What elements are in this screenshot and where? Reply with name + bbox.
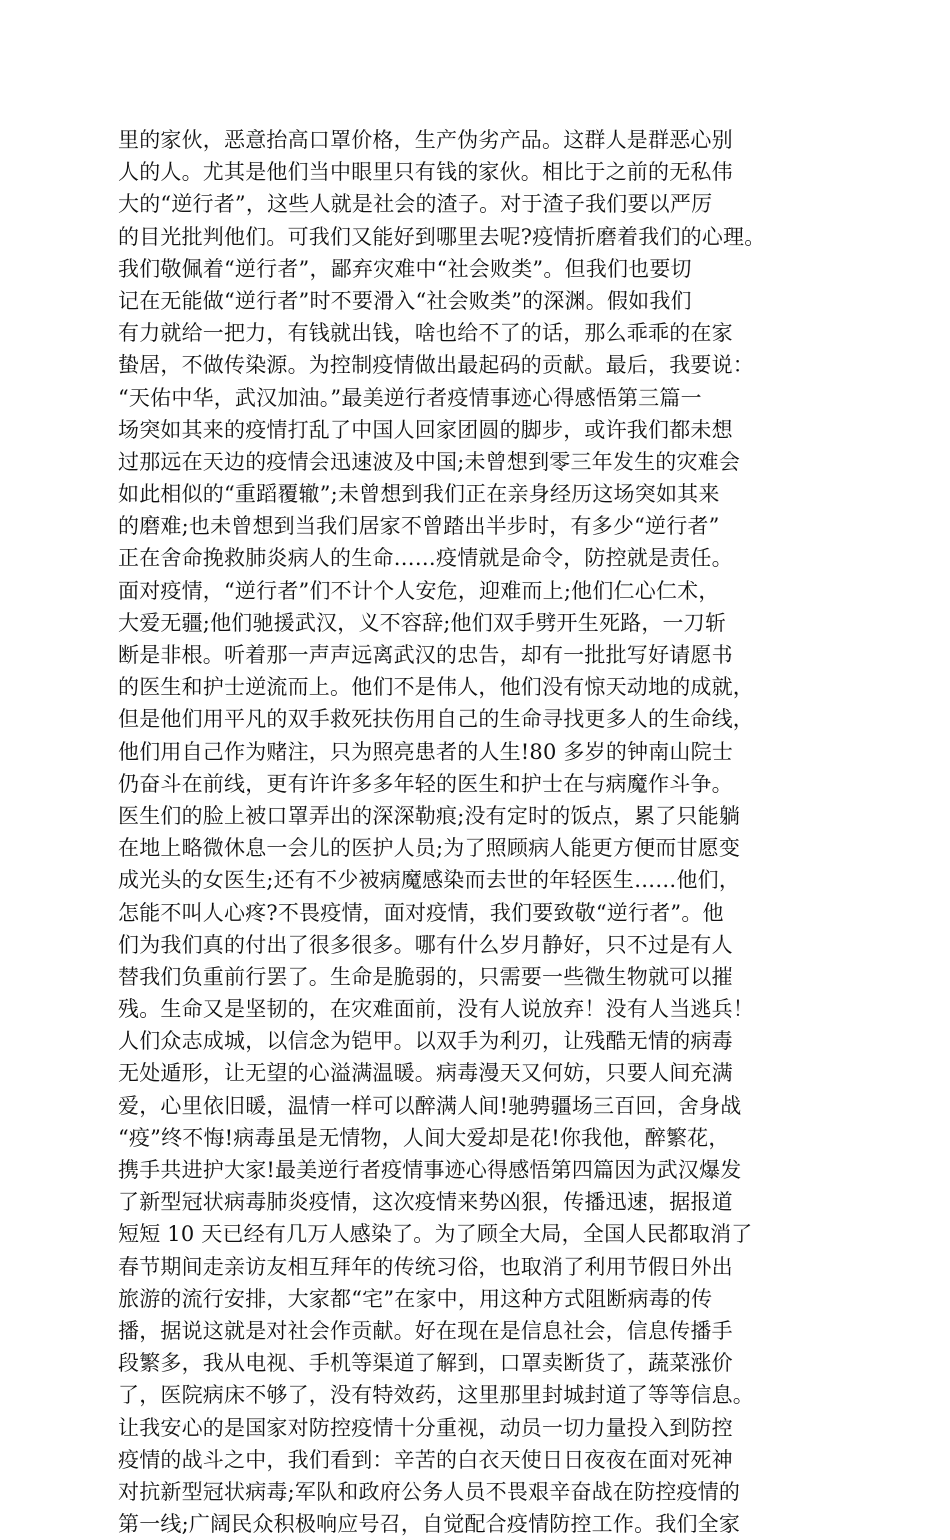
text-line: 在地上略微休息一会儿的医护人员;为了照顾病人能更方便而甘愿变	[118, 836, 741, 861]
text-line: 替我们负重前行罢了。生命是脆弱的，只需要一些微生物就可以摧	[118, 964, 733, 989]
text-line: 春节期间走亲访友相互拜年的传统习俗，也取消了利用节假日外出	[118, 1254, 733, 1279]
text-line: 断是非根。听着那一声声远离武汉的忠告，却有一批批写好请愿书	[118, 643, 733, 667]
text-line: 爱，心里依旧暖，温情一样可以醉满人间!驰骋疆场三百回，舍身战	[118, 1093, 742, 1118]
text-line: 的磨难;也未曾想到当我们居家不曾踏出半步时，有多少“逆行者”	[118, 514, 720, 539]
text-line: 播，据说这就是对社会作贡献。好在现在是信息社会，信息传播手	[118, 1318, 733, 1343]
text-line: “天佑中华，武汉加油。”最美逆行者疫情事迹心得感悟第三篇一	[118, 385, 702, 410]
text-line: 有力就给一把力，有钱就出钱，啥也给不了的话，那么乖乖的在家	[118, 321, 733, 346]
text-line: 人的人。尤其是他们当中眼里只有钱的家伙。相比于之前的无私伟	[118, 160, 733, 185]
text-line: 成光头的女医生;还有不少被病魔感染而去世的年轻医生……他们，	[118, 868, 741, 893]
text-line: 里的家伙，恶意抬高口罩价格，生产伪劣产品。这群人是群恶心别	[118, 128, 733, 152]
text-line: 但是他们用平凡的双手救死扶伤用自己的生命寻找更多人的生命线，	[118, 707, 754, 732]
text-line: 让我安心的是国家对防控疫情十分重视，动员一切力量投入到防控	[118, 1415, 733, 1440]
text-line: 我们敬佩着“逆行者”，鄙弃灾难中“社会败类”。但我们也要切	[118, 256, 692, 281]
text-line: 第一线;广阔民众积极响应号召，自觉配合疫情防控工作。我们全家	[118, 1512, 741, 1537]
text-line: 仍奋斗在前线，更有许许多多年轻的医生和护士在与病魔作斗争。	[118, 771, 733, 796]
text-line: “疫”终不悔!病毒虽是无情物，人间大爱却是花!你我他，醉繁花，	[118, 1125, 730, 1150]
text-line: 过那远在天边的疫情会迅速波及中国;未曾想到零三年发生的灾难会	[118, 449, 741, 474]
text-line: 蛰居，不做传染源。为控制疫情做出最起码的贡献。最后，我要说：	[118, 353, 754, 378]
text-line: 旅游的流行安排，大家都“宅”在家中，用这种方式阻断病毒的传	[118, 1286, 713, 1311]
text-line: 记在无能做“逆行者”时不要滑入“社会败类”的深渊。假如我们	[118, 288, 692, 313]
text-line: 残。生命又是坚韧的，在灾难面前，没有人说放弃！没有人当逃兵！	[118, 997, 754, 1022]
text-line: 短短 10 天已经有几万人感染了。为了顾全大局，全国人民都取消了	[118, 1222, 753, 1247]
text-line: 场突如其来的疫情打乱了中国人回家团圆的脚步，或许我们都未想	[118, 417, 733, 442]
text-line: 如此相似的“重蹈覆辙”;未曾想到我们正在亲身经历这场突如其来	[118, 482, 720, 507]
text-line: 的医生和护士逆流而上。他们不是伟人，他们没有惊天动地的成就，	[118, 675, 754, 700]
text-line: 正在舍命挽救肺炎病人的生命……疫情就是命令，防控就是责任。	[118, 546, 733, 571]
text-line: 的目光批判他们。可我们又能好到哪里去呢?疫情折磨着我们的心理。	[118, 224, 766, 249]
text-line: 医生们的脸上被口罩弄出的深深勒痕;没有定时的饭点，累了只能躺	[118, 803, 741, 828]
text-line: 段繁多，我从电视、手机等渠道了解到，口罩卖断货了，蔬菜涨价	[118, 1351, 733, 1376]
text-line: 携手共进护大家!最美逆行者疫情事迹心得感悟第四篇因为武汉爆发	[118, 1158, 742, 1182]
text-line: 人们众志成城，以信念为铠甲。以双手为利刃，让残酷无情的病毒	[118, 1029, 733, 1054]
text-line: 对抗新型冠状病毒;军队和政府公务人员不畏艰辛奋战在防控疫情的	[118, 1479, 741, 1504]
text-line: 了，医院病床不够了，没有特效药，这里那里封城封道了等等信息。	[118, 1383, 754, 1408]
body-text	[118, 124, 830, 1540]
text-line: 无处遁形，让无望的心溢满温暖。病毒漫天又何妨，只要人间充满	[118, 1061, 733, 1086]
text-line: 大的“逆行者”，这些人就是社会的渣子。对于渣子我们要以严厉	[118, 192, 713, 217]
text-line: 大爱无疆;他们驰援武汉，义不容辞;他们双手劈开生死路，一刀斩	[118, 610, 727, 635]
text-line: 们为我们真的付出了很多很多。哪有什么岁月静好，只不过是有人	[118, 932, 733, 957]
text-line: 疫情的战斗之中，我们看到：辛苦的白衣天使日日夜夜在面对死神	[118, 1447, 733, 1472]
text-line: 面对疫情，“逆行者”们不计个人安危，迎难而上;他们仁心仁术，	[118, 578, 720, 603]
text-line: 他们用自己作为赌注，只为照亮患者的人生!80 多岁的钟南山院士	[118, 739, 734, 764]
text-line: 了新型冠状病毒肺炎疫情，这次疫情来势凶狠，传播迅速，据报道	[118, 1190, 733, 1215]
text-line: 怎能不叫人心疼?不畏疫情，面对疫情，我们要致敬“逆行者”。他	[118, 900, 724, 925]
